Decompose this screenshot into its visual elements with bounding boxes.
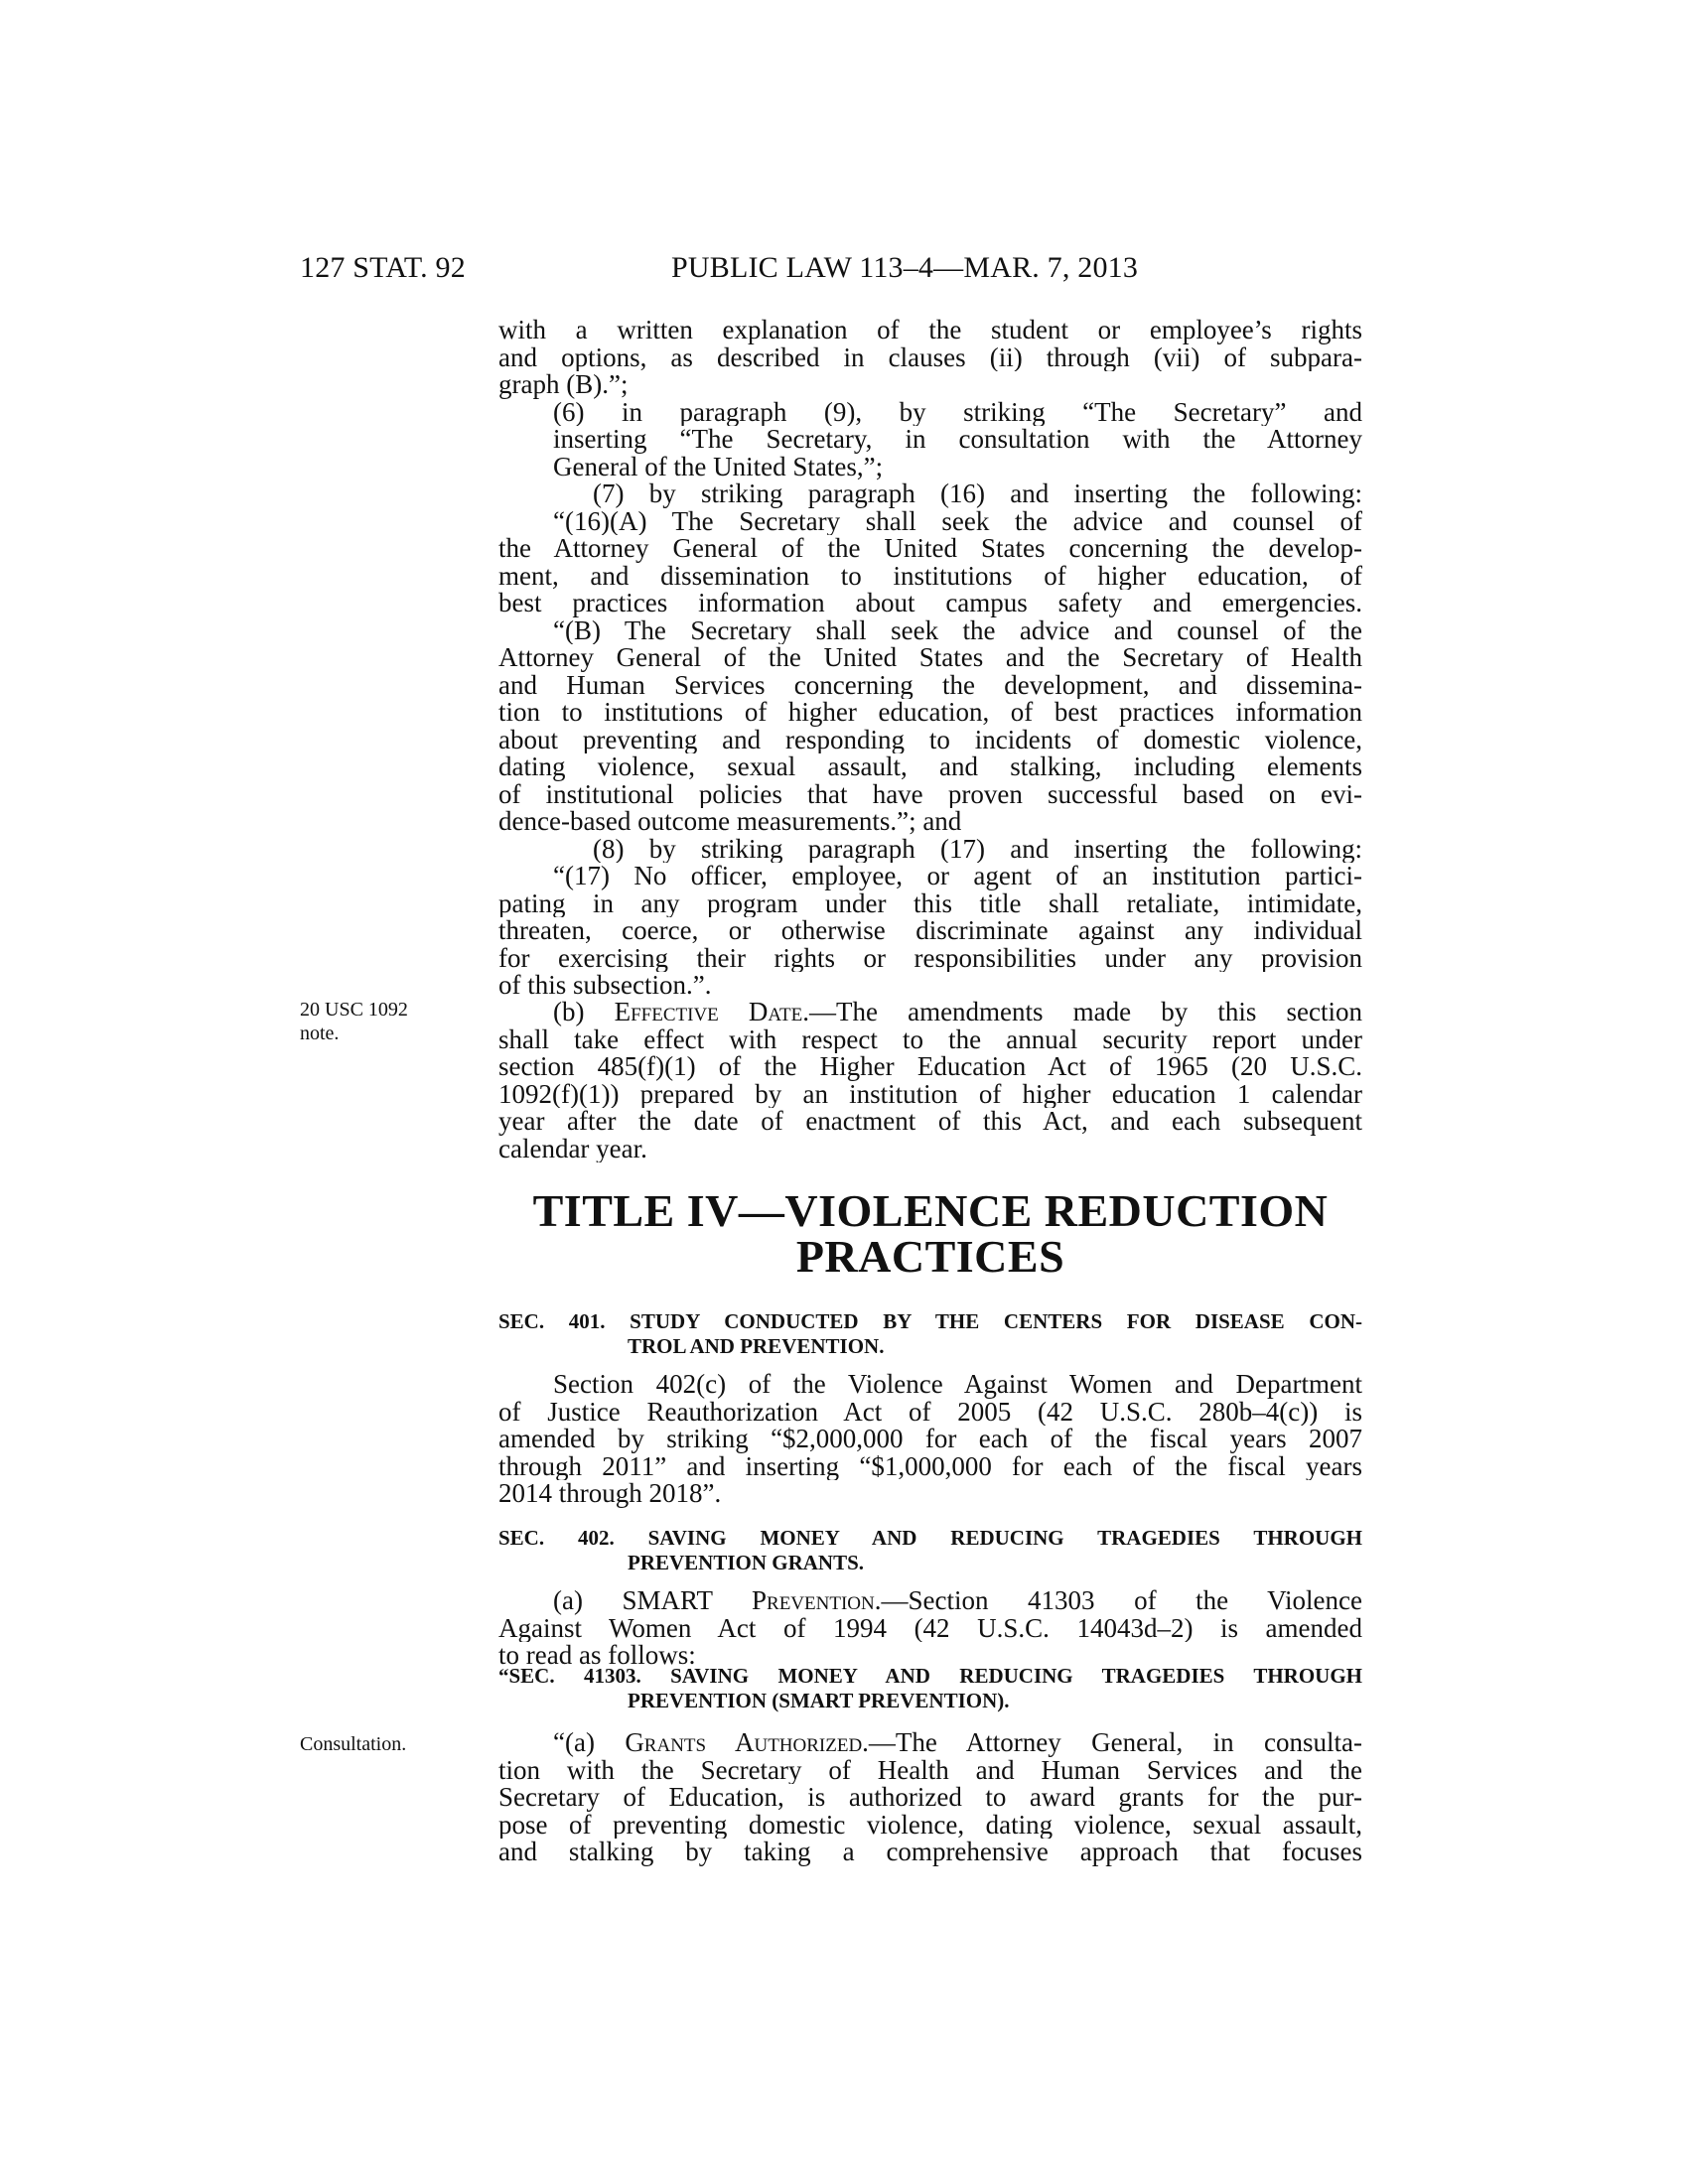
text-line: pose of preventing domestic violence, dating violence, sexual assault, bbox=[498, 1811, 1362, 1839]
text-line: “(a) Grants Authorized.—The Attorney General, in consulta- bbox=[553, 1729, 1362, 1757]
sec-402-heading: SEC. 402. SAVING MONEY AND REDUCING TRAGEDIES THROUGH PREVENTION GRANTS. bbox=[498, 1526, 1362, 1574]
text-line: dating violence, sexual assault, and stalking, including elements bbox=[498, 753, 1362, 781]
text-line: for exercising their rights or responsibilities under any provision bbox=[498, 944, 1362, 972]
subsection-heading: Grants Authorized bbox=[625, 1729, 863, 1757]
sec-401-heading: SEC. 401. STUDY CONDUCTED BY THE CENTERS FOR DISEASE CON- TROL AND PREVENTION. bbox=[498, 1309, 1362, 1358]
text-line: 2014 through 2018”. bbox=[498, 1480, 722, 1508]
text-line: the Attorney General of the United States concerning the develop- bbox=[498, 535, 1362, 563]
sec-41303-heading: “SEC. 41303. SAVING MONEY AND REDUCING TRAGEDIES THROUGH PREVENTION (SMART PREVENTION). bbox=[498, 1664, 1362, 1712]
subsection-heading: SMART Prevention bbox=[622, 1587, 875, 1615]
text-line: with a written explanation of the student or employee’s rights bbox=[498, 317, 1362, 344]
text-line: through 2011” and inserting “$1,000,000 for each of the fiscal years bbox=[498, 1452, 1362, 1480]
text-line: calendar year. bbox=[498, 1135, 647, 1162]
text-line: (b) Effective Date.—The amendments made by this section bbox=[553, 999, 1362, 1026]
sec-41303-text bbox=[498, 1729, 1362, 1866]
text-line: and options, as described in clauses (ii) through (vii) of subpara- bbox=[498, 343, 1362, 371]
text-line: about preventing and responding to incidents of domestic violence, bbox=[498, 726, 1362, 753]
text-line: shall take effect with respect to the annual security report under bbox=[498, 1025, 1362, 1053]
text-line: of institutional policies that have proven successful based on evi- bbox=[498, 780, 1362, 808]
text-line: year after the date of enactment of this Act, and each subsequent bbox=[498, 1108, 1362, 1136]
text-line: (8) by striking paragraph (17) and inserting the following: bbox=[593, 835, 1362, 863]
text-line: and Human Services concerning the development, and dissemina- bbox=[498, 671, 1362, 699]
text-line: and stalking by taking a comprehensive approach that focuses bbox=[498, 1839, 1362, 1866]
text-line: Secretary of Education, is authorized to award grants for the pur- bbox=[498, 1784, 1362, 1812]
text-line: graph (B).”; bbox=[498, 371, 629, 399]
margin-note-usc: 20 USC 1092 note. bbox=[300, 999, 408, 1044]
text-line: Against Women Act of 1994 (42 U.S.C. 14043d–2) is amended bbox=[498, 1614, 1362, 1642]
text-line: ment, and dissemination to institutions of higher education, of bbox=[498, 562, 1362, 590]
text-line: amended by striking “$2,000,000 for each of the fiscal years 2007 bbox=[498, 1426, 1362, 1453]
sec-401-text bbox=[498, 1371, 1362, 1508]
effective-date-paragraph bbox=[498, 999, 1362, 1162]
text-line: tion with the Secretary of Health and Human Services and the bbox=[498, 1756, 1362, 1784]
text-line: “(17) No officer, employee, or agent of an institution partici- bbox=[553, 863, 1362, 890]
text-line: threaten, coerce, or otherwise discriminate against any individual bbox=[498, 917, 1362, 945]
amendment-text-block bbox=[498, 317, 1362, 1000]
text-line: pating in any program under this title shall retaliate, intimidate, bbox=[498, 889, 1362, 917]
text-line: tion to institutions of higher education, of best practices information bbox=[498, 699, 1362, 727]
text-line: dence-based outcome measurements.”; and bbox=[498, 808, 962, 836]
text-line: General of the United States,”; bbox=[553, 453, 884, 480]
text-line: Section 402(c) of the Violence Against Women and Department bbox=[553, 1371, 1362, 1399]
subsection-heading: Effective Date bbox=[614, 999, 803, 1026]
text-line: “(B) The Secretary shall seek the advice and counsel of the bbox=[553, 616, 1362, 644]
stat-page-number: 127 STAT. 92 bbox=[300, 251, 466, 284]
sec-402-text bbox=[498, 1587, 1362, 1670]
text-line: inserting “The Secretary, in consultation with the Attorney bbox=[553, 426, 1362, 454]
text-line: of Justice Reauthorization Act of 2005 (42 U.S.C. 280b–4(c)) is bbox=[498, 1398, 1362, 1426]
text-line: (7) by striking paragraph (16) and inserting the following: bbox=[593, 480, 1362, 508]
margin-note-consultation: Consultation. bbox=[300, 1733, 407, 1755]
public-law-header: PUBLIC LAW 113–4—MAR. 7, 2013 bbox=[671, 251, 1139, 284]
text-line: to read as follows: bbox=[498, 1642, 696, 1670]
text-line: (a) SMART Prevention.—Section 41303 of the Violence bbox=[553, 1587, 1362, 1615]
text-line: best practices information about campus safety and emergencies. bbox=[498, 590, 1362, 617]
text-line: “(16)(A) The Secretary shall seek the advice and counsel of bbox=[553, 507, 1362, 535]
text-line: section 485(f)(1) of the Higher Education Act of 1965 (20 U.S.C. bbox=[498, 1053, 1362, 1081]
text-line: Attorney General of the United States and the Secretary of Health bbox=[498, 644, 1362, 672]
text-line: (6) in paragraph (9), by striking “The Secretary” and bbox=[553, 398, 1362, 426]
title-iv-heading: TITLE IV—VIOLENCE REDUCTION PRACTICES bbox=[532, 1185, 1329, 1282]
text-line: of this subsection.”. bbox=[498, 972, 712, 1000]
text-line: 1092(f)(1)) prepared by an institution of higher education 1 calendar bbox=[498, 1080, 1362, 1108]
